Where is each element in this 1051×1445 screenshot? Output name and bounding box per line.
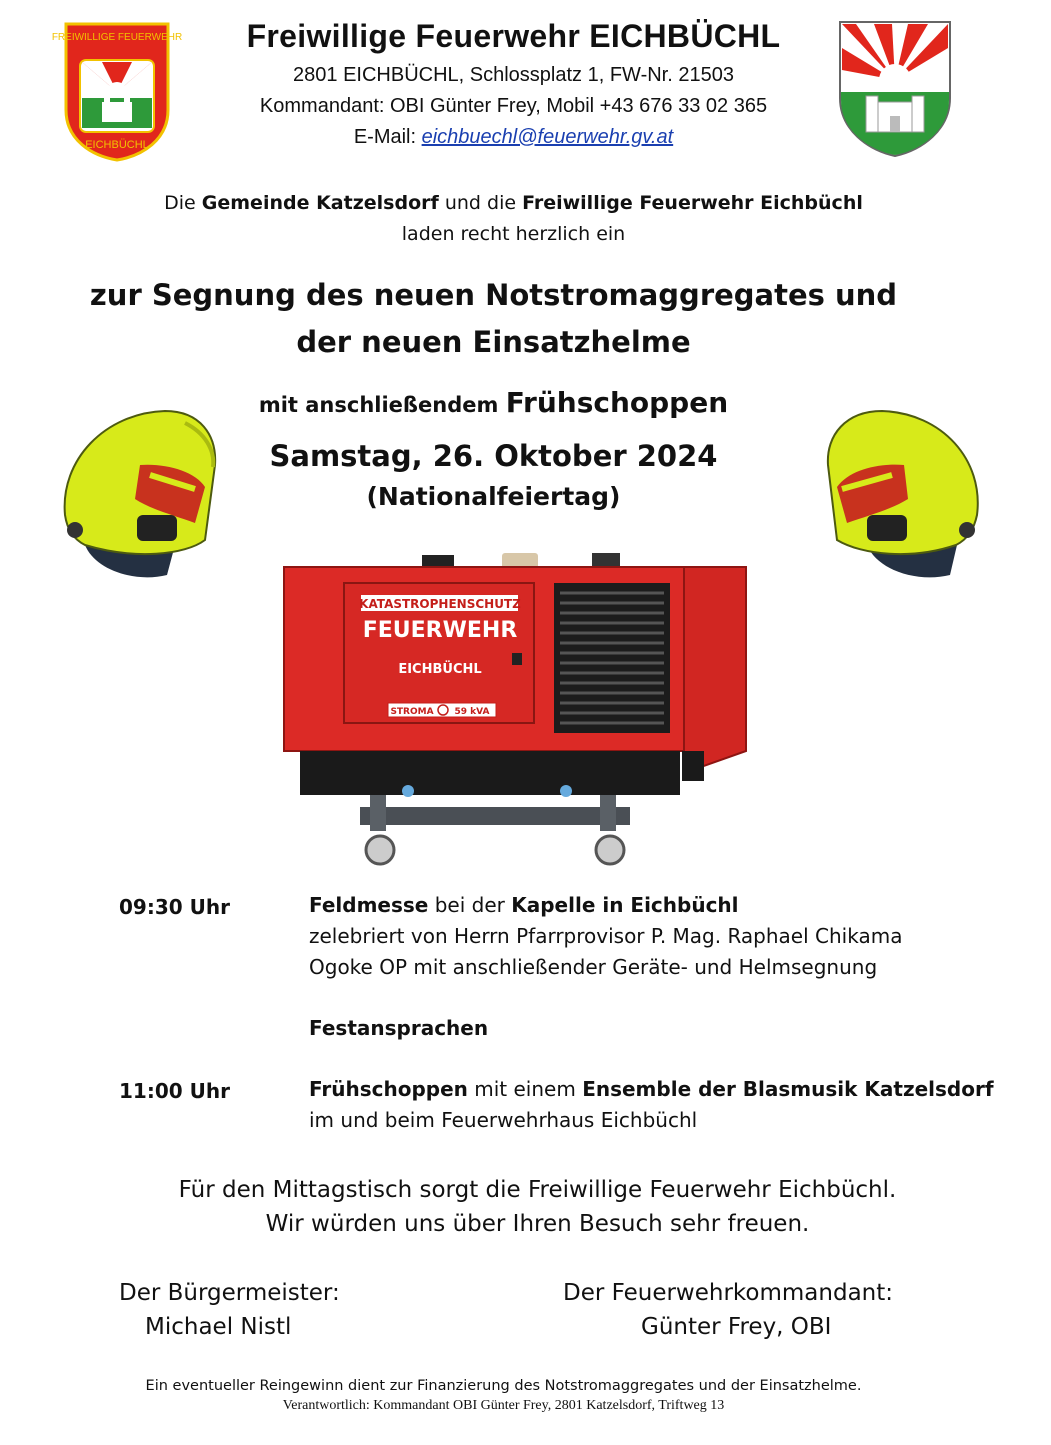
commander-line: Kommandant: OBI Günter Frey, Mobil +43 676 33 02 365	[259, 95, 768, 117]
event-subtitle: mit anschließendem Frühschoppen	[258, 386, 729, 419]
invitation-line-2: laden recht herzlich ein	[401, 223, 626, 245]
program-speeches: Festansprachen	[309, 1016, 489, 1040]
logo-text-bottom: EICHBÜCHL	[85, 139, 149, 151]
generator-label-top: KATASTROPHENSCHUTZ	[359, 597, 521, 611]
brigade-name: Freiwillige Feuerwehr Eichbüchl	[522, 192, 863, 214]
commander-role: Der Feuerwehrkommandant:	[563, 1280, 894, 1306]
event-date: Samstag, 26. Oktober 2024	[269, 439, 718, 473]
helmet-image-right	[822, 405, 987, 585]
generator-power: 59 kVA	[454, 707, 490, 717]
generator-label-place: EICHBÜCHL	[398, 662, 482, 677]
address-line: 2801 EICHBÜCHL, Schlossplatz 1, FW-Nr. 21503	[293, 64, 734, 86]
helmet-image-left	[55, 405, 220, 585]
program-item-1: Feldmesse bei der Kapelle in Eichbüchl zelebriert von Herrn Pfarrprovisor P. Mag. Raphael Chikama Ogoke OP mit anschließender Geräte- und Helmsegnung	[309, 893, 903, 979]
mayor-role: Der Bürgermeister:	[119, 1280, 340, 1306]
event-title-line-2: der neuen Einsatzhelme	[296, 325, 691, 359]
program-time-2: 11:00 Uhr	[119, 1079, 230, 1103]
mayor-name: Michael Nistl	[145, 1314, 292, 1340]
invitation-line-1: Die Gemeinde Katzelsdorf und die Freiwillige Feuerwehr Eichbüchl	[164, 192, 863, 214]
generator-label-main: FEUERWEHR	[362, 618, 518, 643]
program-time-1: 09:30 Uhr	[119, 895, 230, 919]
closing-line-2: Wir würden uns über Ihren Besuch sehr freuen.	[265, 1211, 810, 1237]
municipality-name: Gemeinde Katzelsdorf	[201, 192, 439, 214]
footer-note: Ein eventueller Reingewinn dient zur Finanzierung des Notstromaggregates und der Einsatzhelme.	[145, 1378, 862, 1394]
date-note: (Nationalfeiertag)	[366, 482, 621, 511]
email-link[interactable]: eichbuechl@feuerwehr.gv.at	[421, 126, 674, 148]
logo-text-top: FREIWILLIGE FEUERWEHR	[51, 32, 183, 43]
generator-image	[280, 545, 750, 875]
organization-title: Freiwillige Feuerwehr EICHBÜCHL	[246, 18, 781, 54]
event-title-line-1: zur Segnung des neuen Notstromaggregates und	[89, 278, 898, 312]
commander-name: Günter Frey, OBI	[641, 1314, 832, 1340]
generator-brand: STROMA	[390, 707, 434, 717]
program-item-2: Frühschoppen mit einem Ensemble der Blasmusik Katzelsdorf im und beim Feuerwehrhaus Eichbüchl	[309, 1077, 994, 1132]
closing-line-1: Für den Mittagstisch sorgt die Freiwillige Feuerwehr Eichbüchl.	[178, 1177, 897, 1203]
footer-responsible: Verantwortlich: Kommandant OBI Günter Frey, 2801 Katzelsdorf, Triftweg 13	[282, 1398, 725, 1413]
email-line	[0, 126, 1027, 149]
email-label: E-Mail:	[353, 126, 422, 148]
